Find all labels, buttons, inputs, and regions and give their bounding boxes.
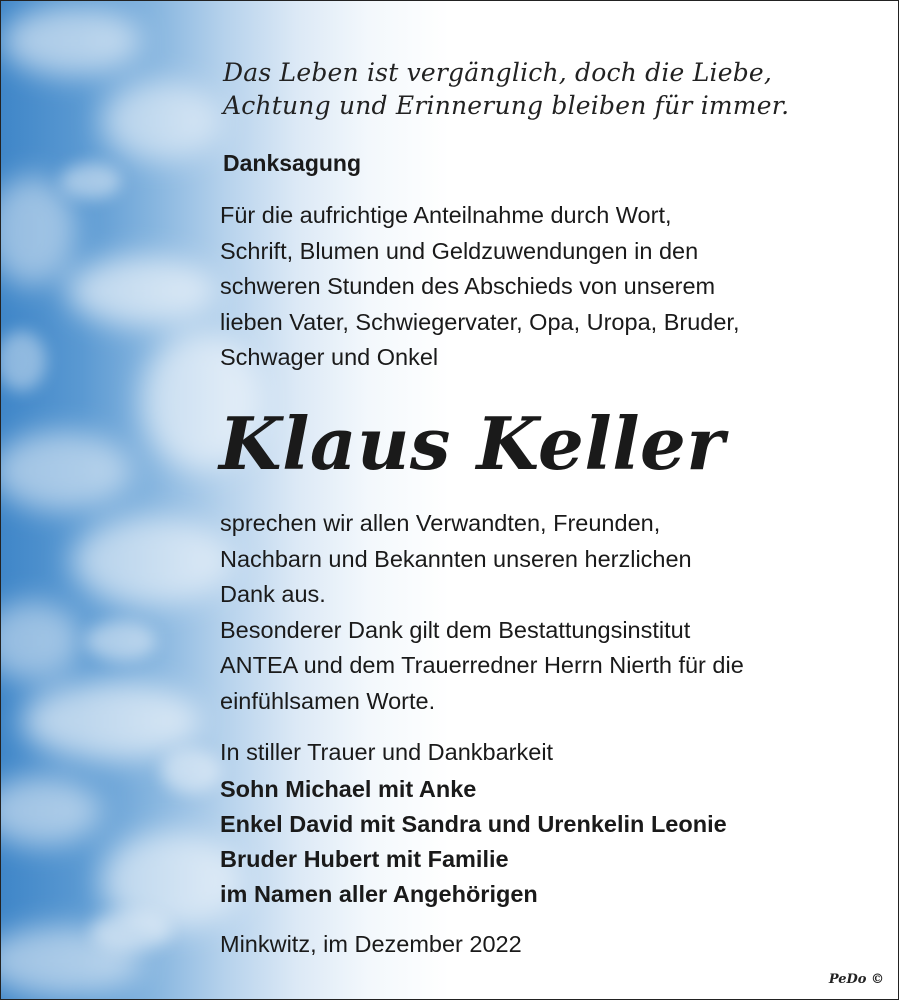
signer-entry: Sohn Michael mit Anke	[220, 776, 477, 802]
intro-line: Schrift, Blumen und Geldzuwendungen in den	[220, 237, 699, 264]
signer-entry: im Namen aller Angehörigen	[220, 881, 538, 907]
quote-line: Das Leben ist vergänglich, doch die Liebe,	[223, 58, 773, 87]
thanks-line: einfühlsamen Worte.	[220, 687, 436, 714]
intro-paragraph	[220, 198, 880, 376]
quote-line: Achtung und Erinnerung bleiben für immer.	[223, 91, 790, 120]
thanks-line: Dank aus.	[220, 581, 326, 607]
memorial-quote	[223, 56, 863, 122]
thanks-line: sprechen wir allen Verwandten, Freunden,	[220, 510, 661, 536]
signer-entry: Bruder Hubert mit Familie	[220, 846, 509, 872]
thanks-line: Nachbarn und Bekannten unseren herzlichen	[220, 545, 692, 572]
deceased-name: Klaus Keller	[219, 401, 725, 486]
place-date: Minkwitz, im Dezember 2022	[220, 931, 522, 957]
thanks-line: ANTEA und dem Trauerredner Herrn Nierth für die	[220, 652, 744, 678]
thanks-paragraph	[220, 506, 880, 719]
maker-mark: PeDo ©	[828, 972, 884, 987]
intro-line: Schwager und Onkel	[220, 344, 439, 370]
signoff-line: In stiller Trauer und Dankbarkeit	[220, 739, 554, 765]
notice-content	[1, 1, 898, 999]
signer-entry: Enkel David mit Sandra und Urenkelin Leonie	[220, 811, 727, 837]
notice-heading: Danksagung	[223, 150, 362, 176]
thanks-line: Besonderer Dank gilt dem Bestattungsinstitut	[220, 616, 691, 643]
intro-line: lieben Vater, Schwiegervater, Opa, Uropa, Bruder,	[220, 308, 740, 335]
intro-line: Für die aufrichtige Anteilnahme durch Wort,	[220, 202, 672, 228]
signers-list	[220, 772, 727, 912]
intro-line: schweren Stunden des Abschieds von unserem	[220, 273, 716, 299]
